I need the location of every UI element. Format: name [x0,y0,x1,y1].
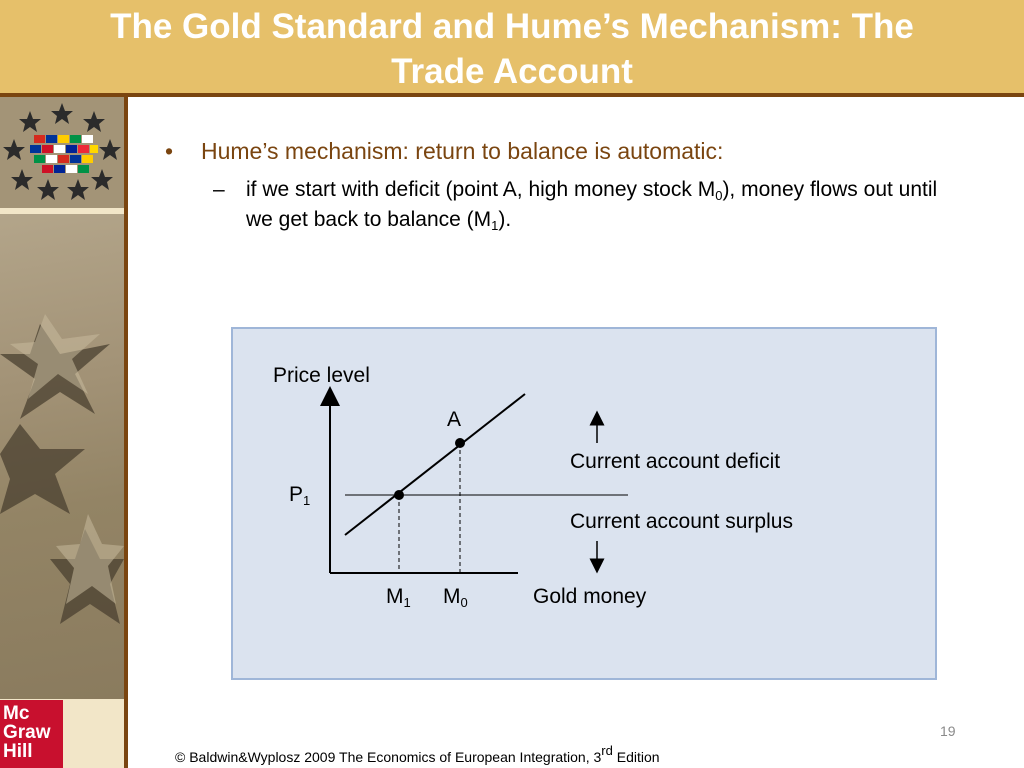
bullet-level2-sub-b: 1 [491,218,499,233]
logo-line1: Mc [3,703,30,724]
m1-label [386,585,411,609]
point-a-label: A [447,408,462,431]
bullet-level2-sub-a: 0 [715,188,723,203]
slide-title-line1: The Gold Standard and Hume’s Mechanism: The [110,7,914,46]
sand-starfish-image [0,214,124,699]
x-axis-label: Gold money [533,585,647,608]
eu-flags-stars-image [0,97,124,208]
page-number: 19 [940,723,956,739]
p1-label-text: P [289,483,304,506]
bullet-level1-text: Hume’s mechanism: return to balance is automatic: [201,138,724,164]
logo-line3: Hill [3,741,33,762]
p1-label-sub: 1 [303,493,311,508]
dash-marker: – [213,178,225,201]
logo-line2: Graw [3,722,51,743]
point-balance [394,490,404,500]
bullet-level2-text-b: ), money flows out until we get back to balance (M [246,178,938,231]
title-bar [0,0,1024,93]
surplus-label: Current account surplus [570,510,793,533]
m0-label-sub: 0 [460,595,468,610]
left-divider [124,97,128,768]
footer-text-b: Edition [612,749,660,765]
footer-superscript: rd [601,743,613,758]
hume-diagram-panel [231,327,937,680]
m1-label-sub: 1 [403,595,411,610]
footer-copyright [175,743,660,765]
point-a [455,438,465,448]
bullet-level1 [165,136,965,166]
bullet-level2-text-c: ). [498,208,512,231]
slide-title-line2: Trade Account [391,52,633,91]
bullet-list [165,136,965,235]
title-divider [0,93,1024,97]
slide-title [20,4,1004,94]
bullet-marker: • [165,138,174,164]
bullet-level2-text-a: if we start with deficit (point A, high money stock M [246,178,716,201]
bullet-level2 [213,175,965,235]
deficit-label: Current account deficit [570,450,781,473]
p1-label [289,483,310,507]
y-axis-label: Price level [273,364,370,387]
price-money-line [345,394,525,535]
footer-text-a: © Baldwin&Wyplosz 2009 The Economics of European Integration, 3 [175,749,602,765]
mcgraw-hill-logo [0,700,63,768]
m0-label-text: M [443,585,461,608]
m0-label [443,585,468,609]
m1-label-text: M [386,585,404,608]
